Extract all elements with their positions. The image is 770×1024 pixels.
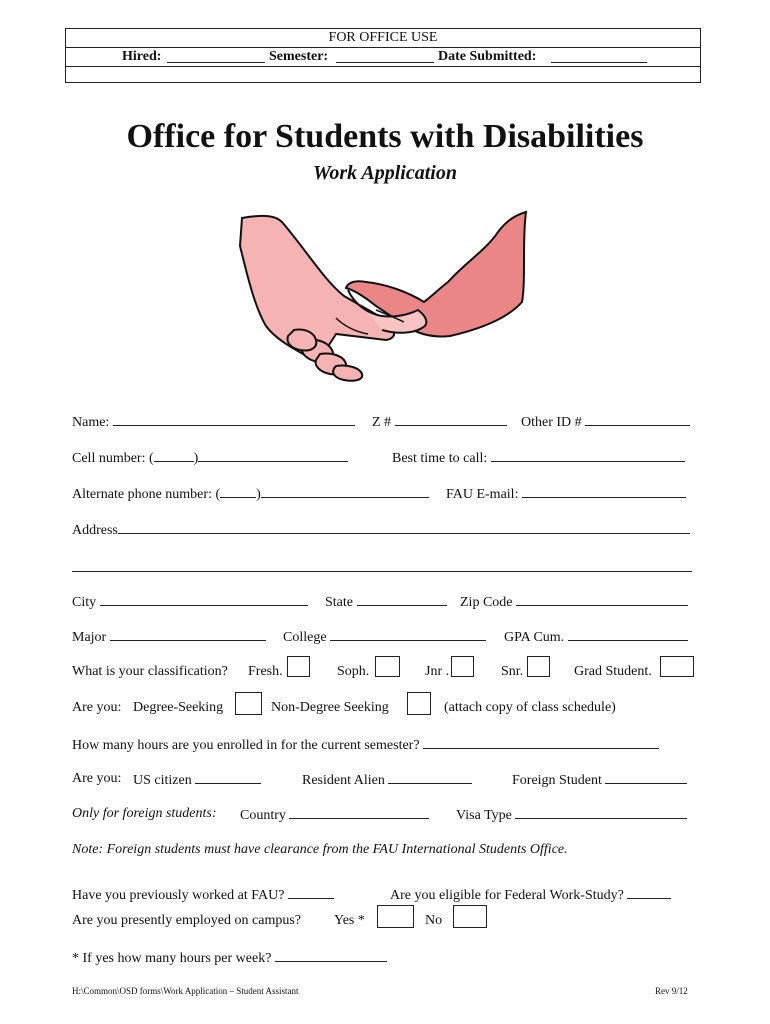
country-field[interactable]: [289, 806, 429, 819]
foreign-note: Note: Foreign students must have clearance from the FAU International Students Office.: [72, 842, 568, 857]
college-field[interactable]: [330, 628, 486, 641]
form-row-resident-alien: [302, 771, 472, 789]
major-label: Major: [72, 630, 107, 645]
hired-field[interactable]: [167, 50, 265, 63]
page-subtitle: Work Application: [313, 162, 457, 184]
fau-email-field[interactable]: [522, 485, 686, 498]
no-label: No: [425, 913, 443, 928]
footer-rev: Rev 9/12: [655, 986, 688, 996]
classification-label: What is your classification?: [72, 664, 228, 679]
office-use-fields: [66, 47, 700, 67]
us-citizen-field[interactable]: [195, 771, 261, 784]
jnr-label: Jnr .: [425, 664, 450, 679]
form-row-fau-email: [446, 485, 686, 503]
prev-worked-field[interactable]: [288, 886, 334, 899]
address-label: Address: [72, 523, 118, 538]
best-time-field[interactable]: [491, 449, 685, 462]
state-label: State: [325, 595, 353, 610]
citizen-are-you-label: Are you:: [72, 771, 122, 786]
form-row-state: [325, 593, 447, 611]
form-row-country: [240, 806, 429, 824]
jnr-checkbox[interactable]: [451, 656, 474, 677]
non-degree-label: Non-Degree Seeking: [271, 700, 389, 715]
prev-worked-label: Have you previously worked at FAU?: [72, 888, 285, 903]
fresh-label: Fresh.: [248, 664, 283, 679]
other-id-label: Other ID #: [521, 415, 582, 430]
non-degree-checkbox[interactable]: [407, 692, 431, 715]
hired-label: Hired:: [122, 49, 162, 64]
snr-checkbox[interactable]: [527, 656, 550, 677]
other-id-field[interactable]: [585, 413, 690, 426]
page-title: Office for Students with Disabilities: [126, 118, 644, 155]
form-row-hours-week: [72, 949, 387, 967]
state-field[interactable]: [357, 593, 447, 606]
form-row-visa: [456, 806, 687, 824]
cell-area-field[interactable]: [154, 449, 194, 462]
zip-label: Zip Code: [460, 595, 513, 610]
city-label: City: [72, 595, 97, 610]
hours-enrolled-label: How many hours are you enrolled in for the current semester?: [72, 738, 420, 753]
only-foreign-label: Only for foreign students:: [72, 806, 217, 821]
employed-label: Are you presently employed on campus?: [72, 913, 301, 928]
city-field[interactable]: [100, 593, 308, 606]
are-you-label: Are you:: [72, 700, 122, 715]
z-number-field[interactable]: [395, 413, 507, 426]
fau-email-label: FAU E-mail:: [446, 487, 519, 502]
date-submitted-label: Date Submitted:: [438, 49, 537, 64]
grad-label: Grad Student.: [574, 664, 652, 679]
work-study-label: Are you eligible for Federal Work-Study?: [390, 888, 624, 903]
form-row-name: [72, 413, 355, 431]
form-row-gpa: [504, 628, 688, 646]
country-label: Country: [240, 808, 286, 823]
form-row-best-time: [392, 449, 685, 467]
work-study-field[interactable]: [627, 886, 671, 899]
hours-week-label: * If yes how many hours per week?: [72, 951, 272, 966]
gpa-label: GPA Cum.: [504, 630, 565, 645]
hours-week-field[interactable]: [275, 949, 387, 962]
best-time-label: Best time to call:: [392, 451, 488, 466]
visa-type-label: Visa Type: [456, 808, 512, 823]
form-row-address: [72, 521, 690, 539]
form-row-zip: [460, 593, 688, 611]
form-row-other-id: [521, 413, 690, 431]
alt-phone-number-field[interactable]: [261, 485, 429, 498]
address-field[interactable]: [118, 521, 690, 534]
snr-label: Snr.: [501, 664, 524, 679]
form-row-us-citizen: [133, 771, 261, 789]
form-row-college: [283, 628, 486, 646]
foreign-student-label: Foreign Student: [512, 773, 602, 788]
alt-phone-label: Alternate phone number: (: [72, 487, 221, 502]
resident-alien-label: Resident Alien: [302, 773, 385, 788]
handshake-icon: [236, 210, 534, 382]
us-citizen-label: US citizen: [133, 773, 192, 788]
cell-label: Cell number: (: [72, 451, 154, 466]
foreign-student-field[interactable]: [605, 771, 687, 784]
name-label: Name:: [72, 415, 110, 430]
fresh-checkbox[interactable]: [287, 656, 310, 677]
form-row-work-study: [390, 886, 671, 904]
form-row-hours-enrolled: [72, 736, 659, 754]
degree-seeking-label: Degree-Seeking: [133, 700, 224, 715]
employed-no-checkbox[interactable]: [453, 905, 487, 928]
footer-path: H:\Common\OSD forms\Work Application – Student Assistant: [72, 986, 299, 996]
zip-field[interactable]: [516, 593, 688, 606]
form-row-city: [72, 593, 308, 611]
grad-checkbox[interactable]: [660, 656, 694, 677]
form-row-cell: Cell number: ( ): [72, 449, 348, 467]
form-row-alt-phone: Alternate phone number: ( ): [72, 485, 429, 503]
cell-number-field[interactable]: [198, 449, 348, 462]
office-use-box: [65, 28, 701, 83]
semester-label: Semester:: [269, 49, 329, 64]
gpa-field[interactable]: [568, 628, 688, 641]
employed-yes-checkbox[interactable]: [377, 905, 414, 928]
semester-field[interactable]: [336, 50, 434, 63]
yes-label: Yes *: [334, 913, 365, 928]
soph-checkbox[interactable]: [375, 656, 400, 677]
degree-seeking-checkbox[interactable]: [235, 692, 262, 715]
hours-enrolled-field[interactable]: [423, 736, 659, 749]
address-line-2-field[interactable]: [72, 559, 692, 572]
form-row-foreign-student: [512, 771, 687, 789]
form-row-z: [372, 413, 507, 431]
attach-note: (attach copy of class schedule): [444, 700, 616, 715]
form-row-major: [72, 628, 266, 646]
soph-label: Soph.: [337, 664, 370, 679]
z-number-label: Z #: [372, 415, 392, 430]
major-field[interactable]: [110, 628, 266, 641]
college-label: College: [283, 630, 327, 645]
name-field[interactable]: [113, 413, 355, 426]
office-use-title: FOR OFFICE USE: [66, 29, 700, 48]
alt-phone-area-field[interactable]: [220, 485, 256, 498]
visa-type-field[interactable]: [515, 806, 687, 819]
form-row-prev-worked: [72, 886, 334, 904]
resident-alien-field[interactable]: [388, 771, 472, 784]
date-submitted-field[interactable]: [551, 50, 647, 63]
